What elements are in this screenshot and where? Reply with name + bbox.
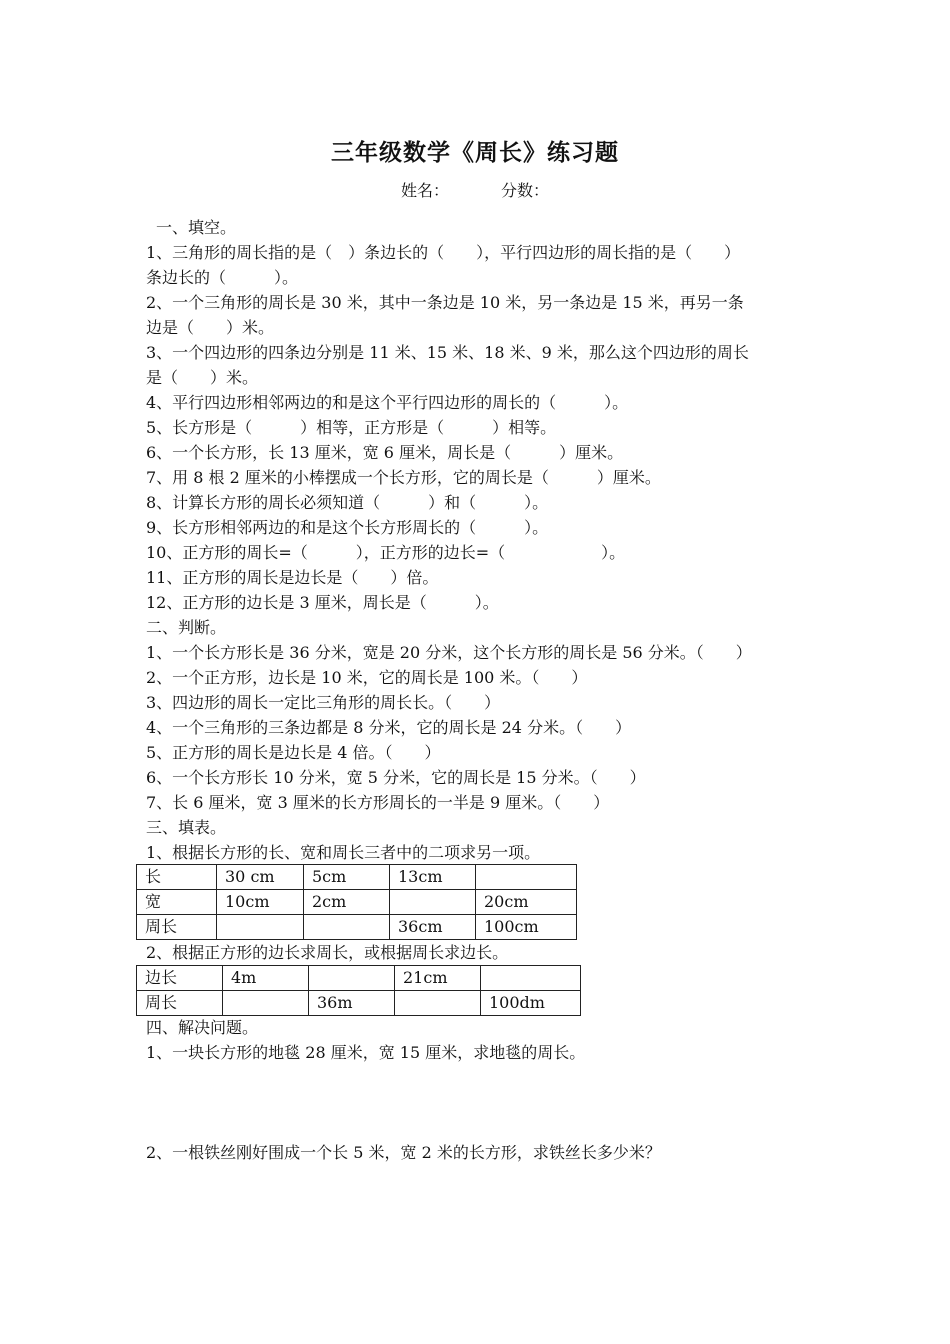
- table-cell: 100cm: [476, 915, 577, 940]
- table-row: [137, 865, 577, 890]
- question-line: 6、一个长方形长 10 分米，宽 5 分米，它的周长是 15 分米。（ ）: [146, 768, 646, 787]
- table-cell: [476, 865, 577, 890]
- problem-2: 2、一根铁丝刚好围成一个长 5 米，宽 2 米的长方形，求铁丝长多少米？: [146, 1143, 661, 1162]
- table-cell: 30 cm: [217, 865, 304, 890]
- question-line: 3、四边形的周长一定比三角形的周长长。（ ）: [146, 693, 501, 712]
- section-heading-solve: 四、解决问题。: [146, 1018, 259, 1037]
- name-label: 姓名：: [400, 181, 449, 200]
- table-row: [137, 915, 577, 940]
- table-cell: 4m: [223, 966, 309, 991]
- table-cell: [390, 890, 476, 915]
- table-row: [137, 991, 581, 1016]
- table-cell: 10cm: [217, 890, 304, 915]
- table-cell: [481, 966, 581, 991]
- worksheet-title: 三年级数学《周长》练习题: [331, 139, 619, 166]
- question-line: 8、计算长方形的周长必须知道（ ）和（ ）。: [146, 493, 549, 512]
- question-line: 7、用 8 根 2 厘米的小棒摆成一个长方形，它的周长是（ ）厘米。: [146, 468, 661, 487]
- table-cell: [304, 915, 390, 940]
- table-cell: 5cm: [304, 865, 390, 890]
- question-line: 条边长的（ ）。: [146, 268, 299, 287]
- score-label: 分数：: [501, 181, 550, 200]
- question-line: 5、长方形是（ ）相等，正方形是（ ）相等。: [146, 418, 557, 437]
- table-cell: 21cm: [395, 966, 481, 991]
- table-cell: [217, 915, 304, 940]
- table-cell: 长: [137, 865, 217, 890]
- table-cell: 20cm: [476, 890, 577, 915]
- table-cell: 周长: [137, 991, 223, 1016]
- table-question-2: 2、根据正方形的边长求周长，或根据周长求边长。: [146, 943, 509, 962]
- table-cell: 宽: [137, 890, 217, 915]
- question-line: 2、一个三角形的周长是 30 米，其中一条边是 10 米，另一条边是 15 米，再另一条: [146, 293, 744, 312]
- question-line: 3、一个四边形的四条边分别是 11 米、15 米、18 米、9 米，那么这个四边形的周长: [146, 343, 749, 362]
- question-line: 4、平行四边形相邻两边的和是这个平行四边形的周长的（ ）。: [146, 393, 629, 412]
- question-line: 2、一个正方形，边长是 10 米，它的周长是 100 米。（ ）: [146, 668, 588, 687]
- question-line: 是（ ）米。: [146, 368, 259, 387]
- rectangle-table: [136, 864, 577, 940]
- question-line: 9、长方形相邻两边的和是这个长方形周长的（ ）。: [146, 518, 549, 537]
- question-line: 5、正方形的周长是边长是 4 倍。（ ）: [146, 743, 441, 762]
- table-row: [137, 890, 577, 915]
- section-heading-fill-blank: 一、填空。: [156, 218, 237, 237]
- table-cell: 36m: [309, 991, 395, 1016]
- square-table: [136, 965, 581, 1016]
- question-line: 7、长 6 厘米，宽 3 厘米的长方形周长的一半是 9 厘米。（ ）: [146, 793, 610, 812]
- table-cell: [309, 966, 395, 991]
- question-line: 6、一个长方形，长 13 厘米，宽 6 厘米，周长是（ ）厘米。: [146, 443, 624, 462]
- question-line: 1、三角形的周长指的是（ ）条边长的（ ），平行四边形的周长指的是（ ）: [146, 243, 741, 262]
- section-heading-fill-table: 三、填表。: [146, 818, 227, 837]
- table-cell: 2cm: [304, 890, 390, 915]
- table-cell: 100dm: [481, 991, 581, 1016]
- question-line: 边是（ ）米。: [146, 318, 275, 337]
- table-cell: [395, 991, 481, 1016]
- question-line: 11、正方形的周长是边长是（ ）倍。: [146, 568, 439, 587]
- table-row: [137, 966, 581, 991]
- table-question-1: 1、根据长方形的长、宽和周长三者中的二项求另一项。: [146, 843, 541, 862]
- table-cell: [223, 991, 309, 1016]
- name-score-line: [0, 178, 950, 201]
- table-cell: 边长: [137, 966, 223, 991]
- question-line: 4、一个三角形的三条边都是 8 分米，它的周长是 24 分米。（ ）: [146, 718, 632, 737]
- question-line: 10、正方形的周长=（ ），正方形的边长=（ ）。: [146, 543, 626, 562]
- section-heading-judge: 二、判断。: [146, 618, 227, 637]
- question-line: 12、正方形的边长是 3 厘米，周长是（ ）。: [146, 593, 499, 612]
- table-cell: 周长: [137, 915, 217, 940]
- problem-1: 1、一块长方形的地毯 28 厘米，宽 15 厘米，求地毯的周长。: [146, 1043, 586, 1062]
- table-cell: 36cm: [390, 915, 476, 940]
- question-line: 1、一个长方形长是 36 分米，宽是 20 分米，这个长方形的周长是 56 分米。（ ）: [146, 643, 752, 662]
- table-cell: 13cm: [390, 865, 476, 890]
